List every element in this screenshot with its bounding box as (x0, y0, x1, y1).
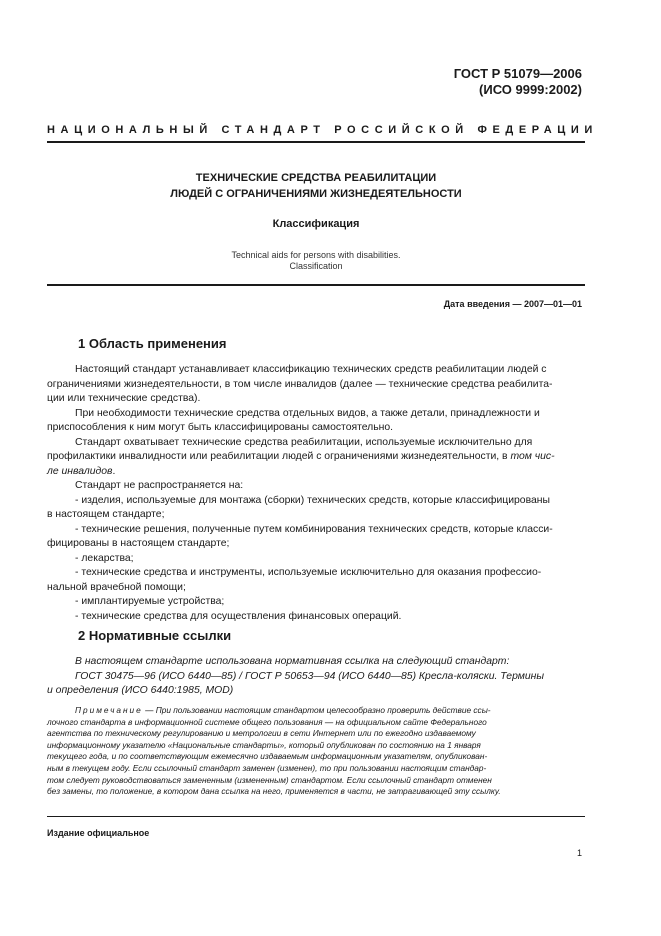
text-run: профилактики инвалидности или реабилитации людей с ограничениями жизнедеятельности, в (47, 451, 511, 462)
note-line: текущего года, и по соответствующим ежемесячно издаваемым информационным указателям, опубликован- (47, 751, 488, 762)
note-line: лочного стандарта в информационной системе общего пользования — на официальном сайте Федерального (47, 716, 487, 727)
note-label: Примечание (75, 705, 143, 715)
note-line: информационному указателю «Национальные стандарты», который опубликован по состоянию на 1 января (47, 739, 481, 750)
paragraph-line: приспособления к ним могут быть классифицированы самостоятельно. (47, 422, 394, 433)
gost-code: ГОСТ Р 51079—2006 (453, 66, 582, 81)
national-standard-banner: НАЦИОНАЛЬНЫЙ СТАНДАРТ РОССИЙСКОЙ ФЕДЕРАЦИИ (47, 124, 598, 136)
list-item-continuation: в настоящем стандарте; (47, 509, 165, 520)
footer-rule (47, 816, 585, 817)
list-item: - изделия, используемые для монтажа (сборки) технических средств, которые классифицированы (75, 494, 550, 506)
list-item: - технические средства для осуществления финансовых операций. (75, 610, 402, 622)
edition-label: Издание официальное (47, 828, 150, 838)
italic-text: том чис- (510, 451, 555, 462)
note-block (47, 705, 583, 798)
list-item-continuation: фицированы в настоящем стандарте; (47, 538, 230, 549)
subtitle: Классификация (272, 218, 360, 230)
paragraph: Стандарт охватывает технические средства реабилитации, используемые исключительно для (75, 436, 533, 448)
page-number: 1 (576, 848, 582, 858)
title-line-2: ЛЮДЕЙ С ОГРАНИЧЕНИЯМИ ЖИЗНЕДЕЯТЕЛЬНОСТИ (170, 188, 462, 200)
text-run: . (112, 465, 116, 477)
text-run: — При пользовании настоящим стандартом целесообразно проверить действие ссы- (142, 705, 491, 715)
paragraph-line: ограничениями жизнедеятельности, в том числе инвалидов (далее — технические средства реабилита- (47, 378, 553, 390)
paragraph-line (47, 465, 583, 480)
note-line: без замены, то положение, в котором дана ссылка на него, применяется в части, не затрагивающей эту ссылку. (47, 786, 501, 797)
section-1-heading: 1 Область применения (78, 336, 227, 351)
reference-line: и определения (ИСО 6440:1985, MOD) (47, 685, 234, 696)
introduction-date: Дата введения — 2007—01—01 (443, 299, 582, 309)
paragraph: В настоящем стандарте использована нормативная ссылка на следующий стандарт: (75, 656, 510, 667)
note-line (47, 705, 583, 717)
title-line-1: ТЕХНИЧЕСКИЕ СРЕДСТВА РЕАБИЛИТАЦИИ (195, 172, 437, 184)
list-item: - имплантируемые устройства; (75, 596, 225, 607)
list-item: - технические средства и инструменты, используемые исключительно для оказания профессио- (75, 567, 542, 578)
iso-code: (ИСО 9999:2002) (479, 82, 582, 97)
list-item: - лекарства; (75, 552, 134, 564)
paragraph: Стандарт не распространяется на: (75, 480, 244, 491)
reference-line: ГОСТ 30475—96 (ИСО 6440—85) / ГОСТ Р 50653—94 (ИСО 6440—85) Кресла-коляски. Термины (75, 670, 545, 682)
note-line: агентства по техническому регулированию и метрологии в сети Интернет или по ежегодно издаваемому (47, 728, 476, 739)
section-1-body (47, 363, 583, 624)
english-title-line-2: Classification (289, 261, 343, 271)
paragraph: При необходимости технические средства отдельных видов, а также детали, принадлежности и (75, 407, 540, 419)
note-line: ным в текущем году. Если ссылочный стандарт заменен (изменен), то при пользовании настоящим стандар- (47, 762, 487, 773)
paragraph-line (47, 450, 583, 465)
note-line: том следует руководствоваться замененным (измененным) стандартом. Если ссылочный стандарт отменен (47, 774, 492, 785)
paragraph-line: ции или технические средства). (47, 393, 201, 404)
paragraph: Настоящий стандарт устанавливает классификацию технических средств реабилитации людей с (75, 364, 547, 375)
english-title-line-1: Technical aids for persons with disabilities. (231, 250, 401, 260)
list-item-continuation: нальной врачебной помощи; (47, 581, 186, 593)
header-rule (47, 141, 585, 143)
section-2-heading: 2 Нормативные ссылки (78, 628, 232, 643)
title-rule (47, 284, 585, 286)
list-item: - технические решения, полученные путем комбинирования технических средств, которые класси- (75, 523, 553, 535)
section-2-body (47, 655, 583, 699)
italic-text: ле инвалидов (47, 465, 113, 477)
